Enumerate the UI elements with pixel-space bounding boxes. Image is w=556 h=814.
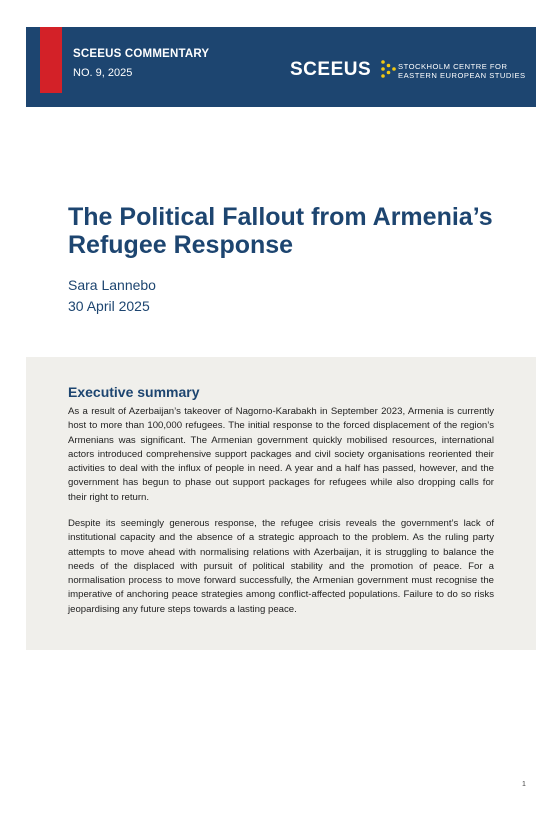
issue-number: NO. 9, 2025	[73, 67, 133, 79]
series-label: SCEEUS COMMENTARY	[73, 48, 210, 60]
sceeus-logo-text: SCEEUS	[290, 59, 372, 80]
author-name: Sara Lannebo	[68, 277, 156, 293]
logo-dots-icon	[380, 58, 396, 80]
red-accent-tab	[40, 27, 62, 93]
organization-name	[398, 62, 526, 80]
document-title: The Political Fallout from Armenia’s Refugee Response	[68, 203, 493, 259]
summary-paragraph-2: Despite its seemingly generous response, the refugee crisis reveals the government’s lack of institutional capacity and the absence of a strategic approach to the problem. As the ruling party attempts to move ahead with normalising relations with Azerbaijan, it is struggling to balance the needs of the displaced with pursuit of political stability and the promotion of peace. For a normalisation process to move forward successfully, the Armenian government must recognise the imperative of anchoring peace strategies among conflict-affected populations. Failure to do so risks jeopardising any future steps towards a lasting peace.	[68, 518, 494, 615]
org-line-1: STOCKHOLM CENTRE FOR	[398, 62, 508, 71]
summary-paragraph-1: As a result of Azerbaijan’s takeover of Nagorno-Karabakh in September 2023, Armenia is currently host to more than 100,000 refugees. The initial response to the forced displacement of the region’s Armenians was significant. The Armenian government quickly mobilised resources, international actors introduced comprehensive support packages and civil society organisations reoriented their activities to deal with the influx of people in need. A year and a half has passed, however, and the government has begun to phase out support packages for refugees while also dropping calls for their right to return.	[68, 406, 494, 503]
summary-heading: Executive summary	[68, 384, 200, 400]
page-number: 1	[522, 781, 526, 788]
org-line-2: EASTERN EUROPEAN STUDIES	[398, 71, 526, 80]
publication-date: 30 April 2025	[68, 298, 150, 314]
